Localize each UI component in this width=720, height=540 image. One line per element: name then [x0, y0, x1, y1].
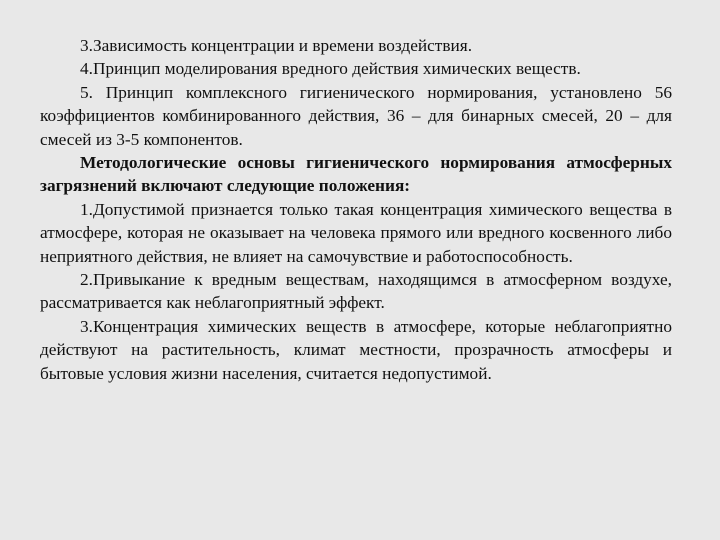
provision-item-3: 3.Концентрация химических веществ в атмосфере, которые неблагоприятно действуют на растительность, климат местности, прозрачность атмосферы и бытовые условия жизни населения, считается недопустимой.: [40, 316, 672, 383]
provision-item-2: 2.Привыкание к вредным веществам, находящимся в атмосферном воздухе, рассматривается как неблагоприятный эффект.: [40, 270, 672, 313]
paragraph-item-5: 5. Принцип комплексного гигиенического нормирования, установлено 56 коэффициентов комбинированного действия, 36 – для бинарных смесей, 20 – для смесей из 3-5 компонентов.: [40, 82, 672, 149]
provision-item-1: 1.Допустимой признается только такая концентрация химического вещества в атмосфере, которая не оказывает на человека прямого или вредного косвенного либо неприятного действия, не влияет на самочувствие и работоспособность.: [40, 199, 672, 266]
section-heading: Методологические основы гигиенического нормирования атмосферных загрязнений включают следующие положения:: [40, 153, 672, 196]
document-body: [40, 34, 672, 385]
paragraph-item-3: 3.Зависимость концентрации и времени воздействия.: [80, 36, 473, 55]
paragraph-item-4: 4.Принцип моделирования вредного действия химических веществ.: [80, 59, 581, 79]
